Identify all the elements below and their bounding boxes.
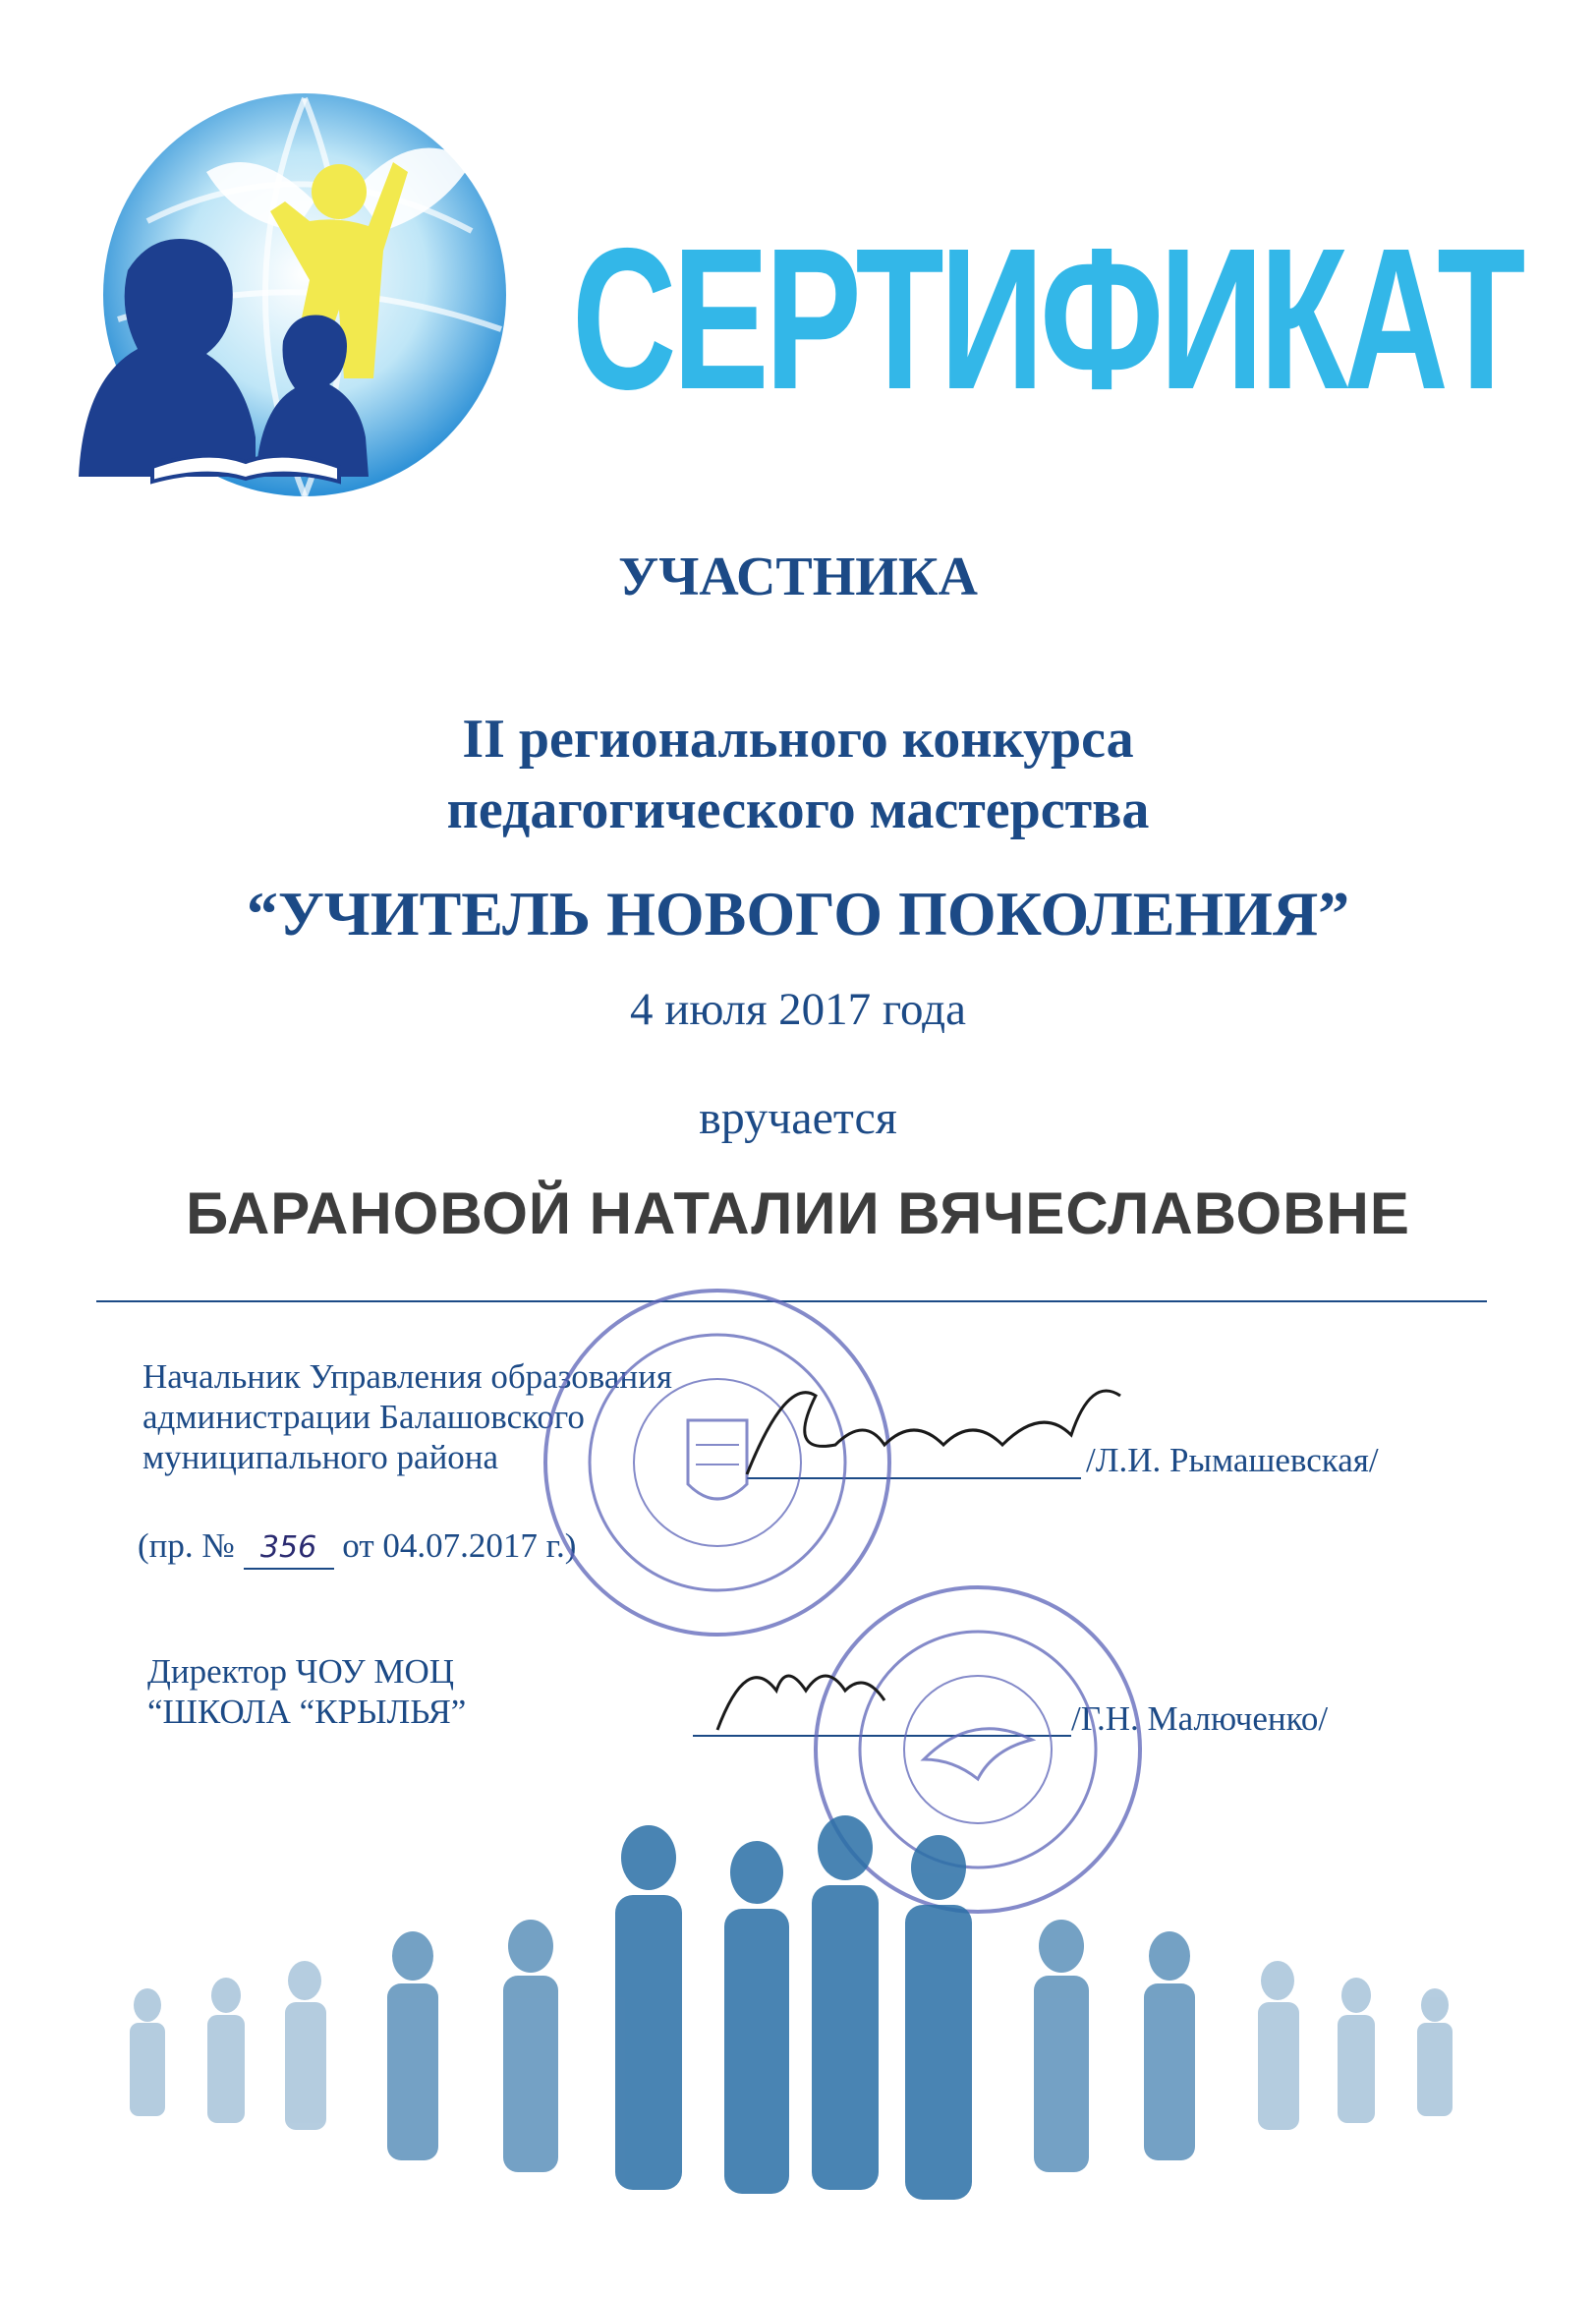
signature-line xyxy=(693,1735,1071,1737)
stamp-icon xyxy=(816,1587,1140,1912)
certificate-subtitle: УЧАСТНИКА xyxy=(618,546,978,607)
signature-line xyxy=(747,1477,1081,1479)
recipient-name: БАРАНОВОЙ НАТАЛИИ ВЯЧЕСЛАВОВНЕ xyxy=(186,1180,1410,1246)
competition-line-1: II регионального конкурса xyxy=(462,709,1134,770)
order-suffix: от 04.07.2017 г.) xyxy=(342,1526,577,1565)
director-title-line: Директор ЧОУ МОЦ xyxy=(147,1652,455,1691)
school-logo-icon xyxy=(59,84,531,546)
head-title-line: Начальник Управления образования xyxy=(142,1357,672,1396)
head-title xyxy=(142,1356,672,1477)
head-title-line: администрации Балашовского xyxy=(142,1398,585,1436)
signature-icon xyxy=(747,1391,1120,1474)
competition-line-2: педагогического мастерства xyxy=(446,779,1150,840)
competition-name: “УЧИТЕЛЬ НОВОГО ПОКОЛЕНИЯ” xyxy=(246,879,1350,948)
people-silhouettes-icon xyxy=(130,1815,1453,2200)
awarded-text: вручается xyxy=(699,1092,897,1144)
signature-icon xyxy=(717,1676,884,1730)
director-title xyxy=(147,1651,466,1732)
divider xyxy=(96,1300,1487,1302)
certificate-title: СЕРТИФИКАТ xyxy=(571,206,1522,431)
competition-date: 4 июля 2017 года xyxy=(630,984,966,1035)
order-number: 356 xyxy=(244,1527,334,1570)
head-title-line: муниципального района xyxy=(142,1438,499,1476)
head-name: /Л.И. Рымашевская/ xyxy=(1086,1441,1379,1479)
order-reference xyxy=(138,1525,576,1570)
director-name: /Г.Н. Малюченко/ xyxy=(1071,1699,1329,1738)
order-prefix: (пр. № xyxy=(138,1526,235,1565)
director-title-line: “ШКОЛА “КРЫЛЬЯ” xyxy=(147,1693,467,1731)
